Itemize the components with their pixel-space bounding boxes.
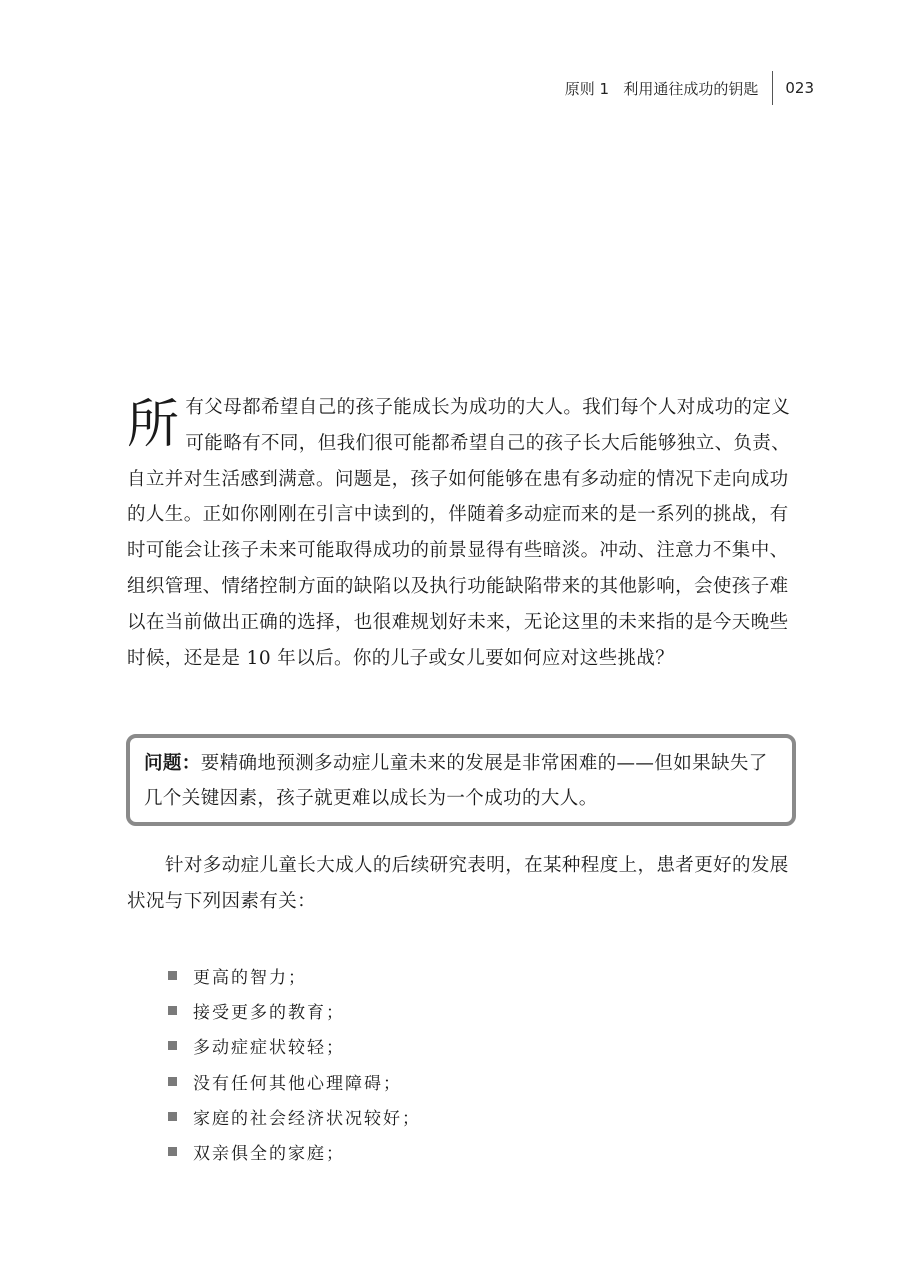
bullet-square-icon bbox=[168, 1112, 177, 1121]
list-item-text: 更高的智力； bbox=[193, 968, 307, 989]
list-item bbox=[168, 958, 421, 993]
list-item bbox=[168, 1134, 421, 1169]
list-item bbox=[168, 993, 421, 1028]
page-header bbox=[565, 72, 814, 104]
bullet-square-icon bbox=[168, 1006, 177, 1015]
bullet-square-icon bbox=[168, 1041, 177, 1050]
bullet-square-icon bbox=[168, 1147, 177, 1156]
list-item bbox=[168, 1028, 421, 1063]
question-callout bbox=[126, 734, 796, 826]
intro-text: 有父母都希望自己的孩子能成长为成功的大人。我们每个人对成功的定义可能略有不同，但我们很可能都希望自己的孩子长大后能够独立、负责、自立并对生活感到满意。问题是，孩子如何能够在患有多动症的情况下走向成功的人生。正如你刚刚在引言中读到的，伴随着多动症而来的是一系列的挑战，有时可能会让孩子未来可能取得成功的前景显得有些暗淡。冲动、注意力不集中、组织管理、情绪控制方面的缺陷以及执行功能缺陷带来的其他影响，会使孩子难以在当前做出正确的选择，也很难规划好未来，无论这里的未来指的是今天晚些时候，还是是 10 年以后。你的儿子或女儿要如何应对这些挑战？ bbox=[127, 397, 791, 669]
list-item bbox=[168, 1099, 421, 1134]
list-item-text: 接受更多的教育； bbox=[193, 1003, 345, 1024]
callout-label: 问题： bbox=[144, 753, 201, 774]
callout-text: 要精确地预测多动症儿童未来的发展是非常困难的——但如果缺失了几个关键因素，孩子就更难以成长为一个成功的大人。 bbox=[144, 753, 768, 809]
bullet-square-icon bbox=[168, 1077, 177, 1086]
header-divider bbox=[772, 71, 773, 105]
list-item-text: 没有任何其他心理障碍； bbox=[193, 1073, 402, 1094]
page-number: 023 bbox=[785, 79, 814, 97]
bullet-square-icon bbox=[168, 971, 177, 980]
intro-paragraph bbox=[127, 390, 795, 676]
body-paragraph: 针对多动症儿童长大成人的后续研究表明，在某种程度上，患者更好的发展状况与下列因素有关： bbox=[127, 855, 789, 912]
chapter-title: 原则 1 利用通往成功的钥匙 bbox=[564, 79, 759, 98]
drop-cap: 所 bbox=[127, 395, 180, 455]
list-item-text: 家庭的社会经济状况较好； bbox=[193, 1108, 421, 1129]
list-item-text: 双亲俱全的家庭； bbox=[193, 1144, 345, 1165]
list-item bbox=[168, 1064, 421, 1099]
list-item-text: 多动症症状较轻； bbox=[193, 1038, 345, 1059]
factor-list bbox=[168, 958, 421, 1169]
